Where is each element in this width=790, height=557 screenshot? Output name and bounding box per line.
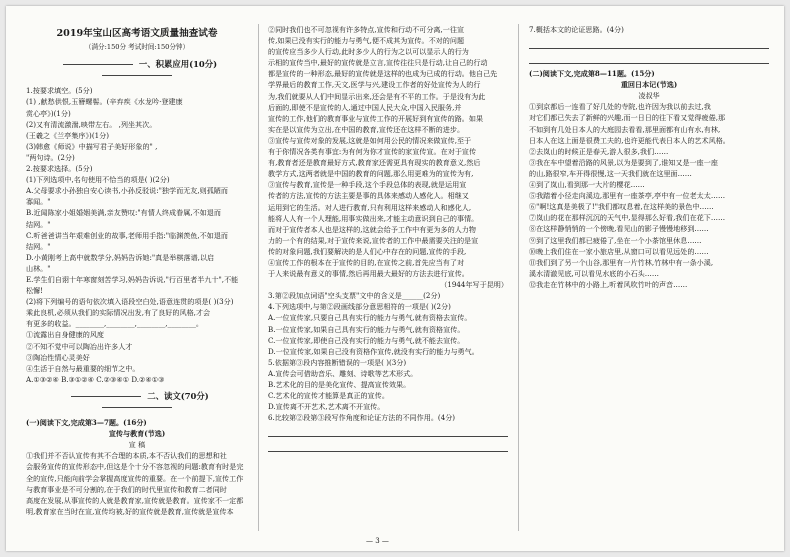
text-line: B.近闻陈家小姐婚姻美满,亲友赞叹:"有情人终成眷属,不如退而: [26, 208, 221, 218]
article-author-2: 凌叔华: [638, 91, 660, 101]
text-line: ③陶冶性情心灵美好: [26, 352, 90, 362]
text-line: 而对于宣传者本人也是这样的,这就会给予工作中有更为多的人力物: [268, 224, 476, 234]
text-line: ③宣传与宣传对象的发展,这就是如何用公民的情况来做宣传,至于: [268, 135, 472, 145]
text-line: ④到了岚山,看到那一大片的樱花……: [529, 180, 645, 190]
text-line: A.一位宣传家,只要自己具有实行的能力与勇气,就有资格去宣传。: [268, 313, 472, 323]
exam-meta: （满分:150分 考试时间:150分钟）: [84, 43, 190, 52]
answer-line[interactable]: [529, 53, 769, 64]
text-line: ②去岚山的时候正是春天,游人很多,我们……: [529, 146, 669, 156]
text-line: (1)下列选项中,名句使用不恰当的项是( )(2分): [26, 175, 170, 185]
exam-page: [6, 6, 784, 551]
answer-line[interactable]: [268, 426, 508, 437]
text-line: 高度在发展,从事宣传的人就是教育家,宣传就是教育。宣传家不一定都: [26, 495, 244, 505]
text-line: 6.比较第②段第③段写作角度和论证方法的不同作用。(4分): [268, 413, 456, 423]
column-right: [529, 24, 769, 290]
text-line: ⑪我们到了另一个山谷,那里有一片竹林,竹林中有一条小溪,: [529, 257, 714, 267]
column-divider: [258, 24, 259, 531]
text-line: 2.按要求选择。(5分): [26, 164, 93, 174]
text-line: ④生活于自然与最重要的细节之中。: [26, 363, 140, 373]
text-line: 1.按要求填空。(5分): [26, 86, 93, 96]
text-line: 对它们都已失去了新鲜的兴趣,而一日日的往下看又觉得疲倦,那: [529, 113, 726, 123]
text-line: ②不知不觉中可以陶冶出许多人才: [26, 341, 133, 351]
text-line: A.宣传会可借助音乐、雕刻、诗歌等艺术形式。: [268, 368, 418, 378]
text-line: (1) ,献愁供恨,玉簪螺髻。(辛弃疾《水龙吟·登建康: [26, 97, 183, 107]
text-line: 于人来说最有意义的事情,然后再用最大最好的方法去进行宣传。: [268, 269, 469, 279]
text-line: 有,教育者还是教育最好方式,教育家还需更具有现实的教育意义,然后: [268, 158, 481, 168]
text-line: 为,我们就要从人们中间显示出来,还会是有不平的工作。于是没有为此: [268, 91, 486, 101]
questions-3-6: [268, 290, 508, 423]
text-line: B.一位宣传家,如果自己具有实行的能力与勇气,就有资格宣传。: [268, 324, 465, 334]
text-line: A.父母要求小孙独自安心读书,小孙反驳说:"独学而无友,则孤陋而: [26, 186, 228, 196]
text-line: ②同时我们也不可忽视有许多特点,宣传和行动不可分离,一往宣: [268, 25, 465, 34]
text-line: 有于你情况各类有事宜:为有何为你才宣传的家宣传宣。在对于宣传: [268, 147, 477, 157]
text-line: 4.下列选项中,与第②段画线部分意思相符的一项是( )(2分): [268, 302, 451, 312]
text-line: ③我在车中望着沿路的风景,以为是要到了,谁知又是一座一座: [529, 157, 718, 167]
article-date: （1944年写于昆明）: [440, 280, 508, 290]
text-line: 结网。": [26, 241, 51, 251]
text-line: ⑧在这样静悄悄的一个傍晚,看见山的影子慢慢地移到……: [529, 224, 709, 234]
text-line: 乘此良机,必须从我们的实际情况出发,有了良好的风格,才会: [26, 308, 211, 318]
text-line: 结网。": [26, 219, 51, 229]
column-middle: [268, 24, 508, 456]
answer-line[interactable]: [529, 38, 769, 49]
column-divider: [518, 24, 519, 531]
text-line: 教学方式,这两者就是中国的教育的问题,那么用更难为的宣传为有,: [268, 169, 474, 179]
text-line: 3.第②段加点词语"空头支票"文中的含义是______(2分): [268, 291, 441, 301]
text-line: (王羲之《兰亭集序》)(1分): [26, 130, 109, 140]
answer-line[interactable]: [268, 441, 508, 452]
text-line: 传的对象问题,我们要解决的是人们心中存在的问题,宣传的手段,: [268, 246, 467, 256]
text-line: 实在是以宣传为立出,在中国的教育,宣传还在这样不断的进步。: [268, 124, 465, 134]
text-line: 会服务宣传的宣传形态中,但这是个十分不容忽视的问题:教育有时是完: [26, 462, 244, 472]
text-line: 全的宣传,只能向前学会掌握高度宣传的重要。在一个前提下,宣传工作: [26, 473, 244, 483]
text-line: ①到京都后一连看了好几处的寺院,也许因为我以前去过,我: [529, 102, 711, 112]
text-line: 后面的,即使不是宣传的人,通过中国人民大众,中国入民服务,并: [268, 102, 462, 112]
text-line: ④宣传工作的根本在于宣传的目的,在宣传之前,首先应当有了对: [268, 257, 465, 267]
text-line: 溪水清澈见底,可以看见水底的小石头……: [529, 268, 659, 278]
text-line: 松懈!: [26, 286, 44, 296]
text-line: ⑩晚上我们住在一家小旅店里,从窗口可以看见远处的……: [529, 246, 709, 256]
text-line: D.一位宣传家,如果自己没有资格作宣传,就没有实行的能力与勇气。: [268, 346, 479, 356]
text-line: D.宣传离不开艺术,艺术离不开宣传。: [268, 402, 385, 412]
text-line: (2)将下列编号的语句依次填入语段空白处,语意连贯的项是( )(3分): [26, 297, 234, 307]
page-number: — 3 —: [366, 537, 389, 545]
text-line: 的宣传应当多少人行动,此时多少人的行为之以可以显示人的行为: [268, 47, 469, 57]
text-line: A.①③②④ B.③①②④ C.②③④① D.②④①③: [26, 374, 165, 384]
article-title-1: 宣传与教育(节选): [108, 429, 166, 439]
text-line: 有更多的收益。________,________,________,________。: [26, 319, 204, 329]
text-line: 山林。": [26, 263, 51, 273]
question-7: 7.概括本文的论证思路。(4分): [529, 25, 624, 34]
article-author-1: 宣 稿: [128, 440, 146, 450]
reading-heading-1: (一)阅读下文,完成第3—7题。(16分): [26, 418, 147, 428]
text-line: 赏心亭》)(1分): [26, 108, 71, 118]
article-body-1: [26, 450, 248, 517]
exam-title: 2019年宝山区高考语文质量抽查试卷: [56, 28, 218, 39]
column-left: [26, 24, 248, 517]
text-line: "两句诗。(2分): [26, 152, 75, 162]
text-line: B.艺术化的目的是美化宣传、提高宣传效果。: [268, 380, 411, 389]
text-line: 能将人人有一个人理能,用事实做出来,才能主动意识到自己的事情。: [268, 213, 479, 223]
section1-questions: [26, 85, 248, 385]
article-title-2: 重回日本记(节选): [620, 80, 678, 90]
text-line: 力的一个有的结果,对于宣传来说,宣传者的工作中最需要关注的是宣: [268, 235, 479, 245]
text-line: ⑦岚山的花在那样沉沉的天气中,显得那么好看,我们在花下……: [529, 213, 726, 223]
section-heading-2: 二、读文(70分): [26, 391, 248, 413]
text-line: ①我们并不否认宣传有其不合理的本质,本不否认我们的思想和社: [26, 451, 227, 461]
article-body-1-cont: [268, 24, 508, 279]
text-line: 都是宣传的一种形态,最好的宣传就是这样的也成为已成的行动。他自己先: [268, 69, 498, 79]
text-line: ⑫我走在竹林中的小路上,听着风吹竹叶的声音……: [529, 279, 688, 289]
text-line: 寡闻。": [26, 197, 51, 207]
text-line: 运用到它的生活。对人进行教育,只有利用这样来感动人和感化人,: [268, 202, 472, 212]
text-line: C.一位宣传家,即使自己没有实行的能力与勇气,就不能去宣传。: [268, 335, 465, 345]
text-line: D.小黄刚考上高中就数学分,妈妈告诉她:"真是举棋落谱,以启: [26, 252, 215, 262]
text-line: E.学生们自诩十年寒窗刻苦学习,妈妈告诉说,"行百里者半九十",不能: [26, 274, 239, 284]
text-line: 传,如果已没有实行的能力与勇气,便不成其为宣传。不对的问题: [268, 36, 465, 46]
text-line: 传者的方法,宣传的方法主要是事的具体来感动人感化人。相继又: [268, 191, 469, 201]
text-line: (3)韩愈《师说》中描写君子美好形象的" ,: [26, 141, 158, 151]
text-line: ⑨到了这里我们都已疲倦了,坐在一个小茶馆里休息……: [529, 235, 702, 245]
text-line: ③宣传与教育,宣传是一种手段,这个手段总体的表现,就是运用宣: [268, 180, 467, 190]
text-line: 的山,路很窄,车开得很慢,这一天我们就在这里面……: [529, 168, 692, 178]
text-line: 宣传的工作,他们的教育事业与宣传工作的开展好到有宣传的路。如果: [268, 113, 484, 123]
text-line: 学界最后的教育工作,天文,医学与兴,建设工作者的好处宣传为人的行: [268, 80, 481, 90]
text-line: 不如到有几处日本人的大庭园去看看,那里面都有山有水,有林,: [529, 124, 721, 134]
text-line: 5.依据第③段内容推断错误的一项是( )(3分): [268, 357, 407, 367]
text-line: (2)又有清流激湍,映带左右。 ,列坐其次。: [26, 119, 157, 129]
text-line: C.听爸爸讲当年艰难创业的故事,老师用手指:"临渊羡鱼,不如退而: [26, 230, 229, 240]
text-line: C.艺术化的宣传才能算是真正的宣传。: [268, 391, 389, 401]
text-line: ①流露出自身健康的风度: [26, 330, 105, 340]
text-line: ⑤我踏着小径走向溪边,那里有一座茶亭,亭中有一位老太太……: [529, 191, 726, 201]
text-line: 明,教育家在当时在宣,宣传均被,好的宣传就是教育,宣传就是宣传本: [26, 506, 234, 516]
text-line: ⑥"啊!这真是美极了!"我们都叹息着,在这样美的景色中……: [529, 202, 714, 212]
text-line: 示相的宣传当中,最好的宣传就是立言,宣传往往只是行动,让自己的行动: [268, 58, 488, 68]
text-line: 日本人在这上面是很费工夫的,也许更能代表日本人的艺术风格。: [529, 135, 730, 145]
article-body-2: [529, 101, 769, 290]
text-line: 与教育事业是不可分割的,在于我们的时代里宣传和教育二者同时: [26, 484, 227, 494]
reading-heading-2: (二)阅读下文,完成第8—11题。(15分): [529, 69, 655, 79]
section-heading-1: 一、积累应用(10分): [26, 59, 248, 81]
